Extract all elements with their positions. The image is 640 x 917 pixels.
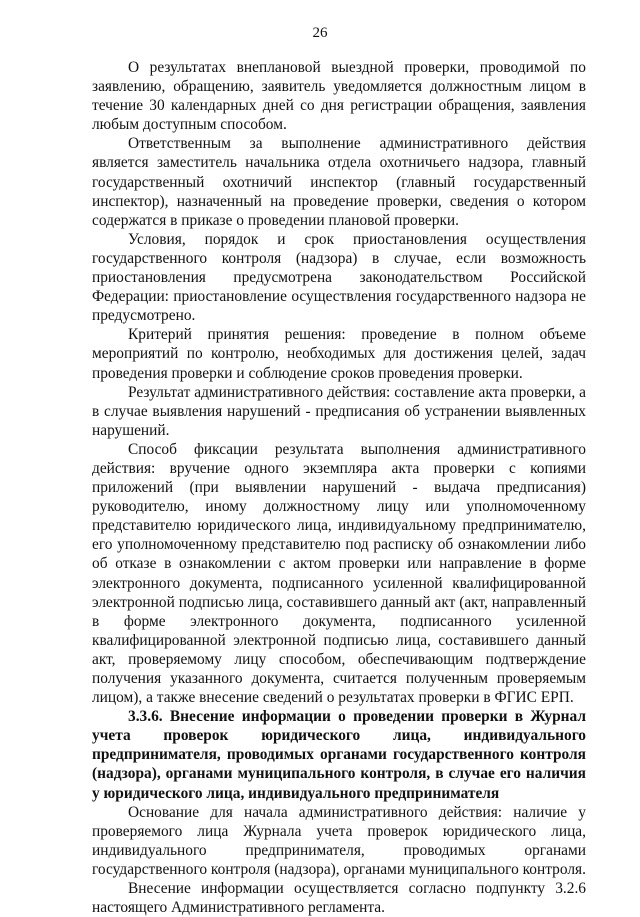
paragraph-inspection-results-notification: О результатах внеплановой выездной проверки, проводимой по заявлению, обращению, заявитель уведомляется должностным лицом в течение 30 календарных дней со дня регистрации обращения, заявления любым доступным способом. (92, 59, 586, 134)
document-body (92, 58, 586, 917)
page-number: 26 (312, 25, 328, 41)
paragraph-basis-for-action: Основание для начала административного действия: наличие у проверяемого лица Журнала учета проверок юридического лица, индивидуального предпринимателя, проводимых органами государственного контроля (надзора), органами муниципального контроля. (92, 803, 586, 878)
section-heading-3-3-6: 3.3.6. Внесение информации о проведении проверки в Журнал учета проверок юридического лица, индивидуального предпринимателя, проводимых органами государственного контроля (надзора), органами муниципального контроля, в случае его наличия у юридического лица, индивидуального предпринимателя (92, 708, 586, 802)
paragraph-responsible-official: Ответственным за выполнение административного действия является заместитель начальника отдела охотничьего надзора, главный государственный охотничий инспектор (главный государственный инспектор), назначенный на проведение проверки, сведения о котором содержатся в приказе о проведении плановой проверки. (92, 135, 586, 229)
paragraph-suspension-conditions: Условия, порядок и срок приостановления осуществления государственного контроля (надзора) в случае, если возможность приостановления предусмотрена законодательством Российской Федерации: приостановление осуществления государственного надзора не предусмотрено. (92, 230, 586, 325)
paragraph-decision-criterion: Критерий принятия решения: проведение в полном объеме мероприятий по контролю, необходимых для достижения целей, задач проведения проверки и соблюдение сроков проведения проверки. (92, 326, 586, 382)
paragraph-action-result: Результат административного действия: составление акта проверки, а в случае выявления нарушений - предписания об устранении выявленных нарушений. (92, 383, 586, 439)
paragraph-result-recording-method: Способ фиксации результата выполнения административного действия: вручение одного экземпляра акта проверки с копиями приложений (при выявлении нарушений - выдача предписания) руководителю, иному должностному лицу или уполномоченному представителю юридического лица, индивидуальному предпринимателю, его уполномоченному представителю под расписку об ознакомлении либо об отказе в ознакомлении с актом проверки или направление в форме электронного документа, подписанного усиленной квалифицированной электронной подписью лица, составившего данный акт (акт, направленный в форме электронного документа, подписанного усиленной квалифицированной электронной подписью лица, составившего данный акт, проверяемому лицу способом, обеспечивающим подтверждение получения указанного документа, считается полученным проверяемым лицом), а также внесение сведений о результатах проверки в ФГИС ЕРП. (92, 440, 586, 707)
paragraph-information-entry: Внесение информации осуществляется согласно подпункту 3.2.6 настоящего Административного регламента. (92, 880, 586, 917)
